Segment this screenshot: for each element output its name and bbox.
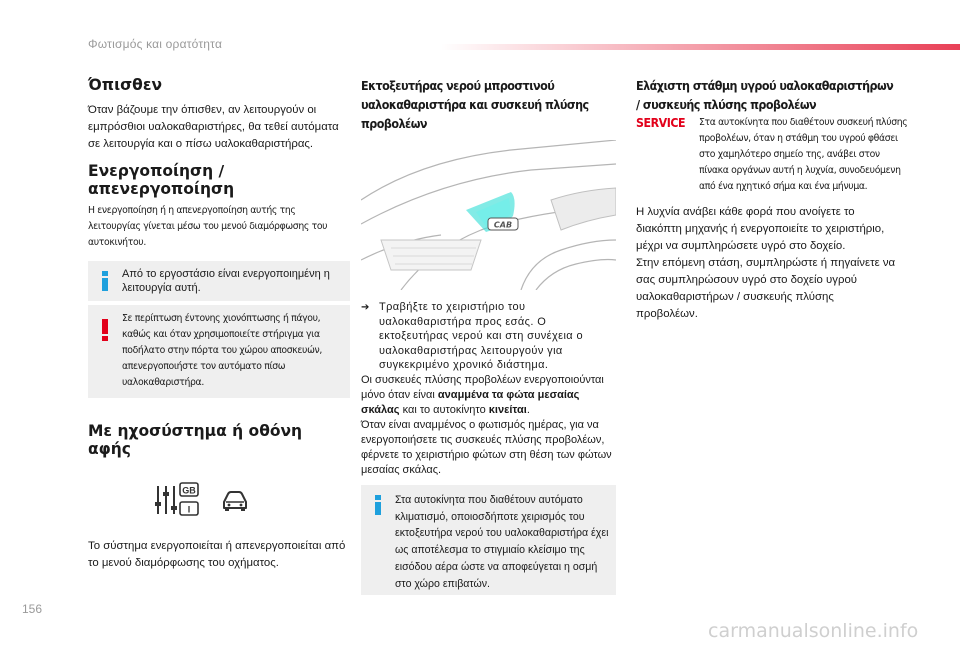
middle-heading: Εκτοξευτήρας νερού μπροστινού υαλοκαθαριστήρα και συσκευή πλύσης προβολέων (361, 78, 589, 131)
instruction-block (361, 300, 616, 478)
right-body (636, 204, 898, 323)
right-text-1: Η λυχνία ανάβει κάθε φορά που ανοίγετε το διακόπτη μηχανής ή ενεργοποιείτε το χειριστήριο, μέχρι να συμπληρώσετε υγρό στο δοχείο. (636, 206, 885, 252)
middle-column (361, 76, 616, 133)
info-box (88, 261, 350, 301)
icon-badge-top: GB (182, 485, 196, 496)
right-text-2: Στην επόμενη στάση, συμπληρώστε ή πηγαίνετε να σας συμπληρώσουν υγρό στο δοχείο υγρού υαλοκαθαριστήρων / συσκευής πλύσης προβολέων. (636, 257, 896, 320)
page-header (0, 0, 960, 60)
headlamp-text-2: και το αυτοκίνητο (402, 403, 486, 416)
audio-text: Το σύστημα ενεργοποιείται ή απενεργοποιείται από το μενού διαμόρφωσης του οχήματος. (88, 540, 346, 569)
right-column (636, 76, 904, 114)
headlamp-text-1: Οι συσκευές πλύσης προβολέων ενεργοποιούνται μόνο όταν είναι (361, 373, 604, 401)
headlamp-text-bold-2: κινείται (488, 403, 527, 416)
warning-icon (98, 319, 112, 341)
right-heading: Ελάχιστη στάθμη υγρού υαλοκαθαριστήρων / συσκευής πλύσης προβολέων (636, 78, 894, 112)
page-number: 156 (22, 602, 43, 616)
headlamp-text-bold-1: αναμμένα τα φώτα μεσαίας σκάλας (361, 388, 580, 416)
toggle-heading: Ενεργοποίηση / απενεργοποίηση (88, 162, 235, 198)
icon-badge-bottom: I (187, 504, 191, 515)
bullet-text: Τραβήξτε το χειριστήριο του υαλοκαθαριστήρα προς εσάς. Ο εκτοξευτήρας νερού και στη συνέχεια ο υαλοκαθαριστήρας λειτουργούν για συγκεκριμένο χρονικό διάστημα. (379, 301, 584, 371)
menu-icons (88, 482, 350, 542)
headlamp-text-3: . (526, 403, 530, 416)
aircon-info-box (361, 485, 616, 595)
watermark: carmanualsonline.info (708, 620, 919, 642)
service-warning-label: SERVICE (636, 116, 686, 130)
aircon-info-text: Στα αυτοκίνητα που διαθέτουν αυτόματο κλιματισμό, οποιοσδήποτε χειρισμός του εκτοξευτήρα νερού του υαλοκαθαριστήρα έχει ως αποτέλεσμα το στιγμιαίο κλείσιμο της εισόδου αέρα ώστε να αποφεύγεται η οσμή στο χώρο επιβατών. (395, 494, 609, 590)
rear-text: Όταν βάζουμε την όπισθεν, αν λειτουργούν οι εμπρόσθιοι υαλοκαθαριστήρες, θα τεθεί αυτόματα σε λειτουργία και ο πίσω υαλοκαθαριστήρας. (88, 104, 339, 150)
toggle-text: Η ενεργοποίηση ή η απενεργοποίηση αυτής της λειτουργίας γίνεται μέσω του μενού διαμόρφωσης του αυτοκινήτου. (88, 205, 328, 248)
service-text: Στα αυτοκίνητα που διαθέτουν συσκευή πλύσης προβολέων, όταν η στάθμη του υγρού φθάσει στο χαμηλότερο σημείο της, ανάβει στον πίνακα οργάνων αυτή η λυχνία, συνοδευόμενη από ένα ηχητικό σήμα και ένα μήνυμα. (699, 117, 908, 192)
photo-badge: CAB (493, 220, 513, 230)
headlamp-text (361, 373, 616, 418)
warning-box (88, 305, 350, 398)
daylight-text: Όταν είναι αναμμένος ο φωτισμός ημέρας, για να ενεργοποιήσετε τις συσκευές πλύσης προβολέων, φέρνετε το χειριστήριο φώτων στη θέση των φώτων μεσαίας σκάλας. (361, 418, 612, 476)
settings-sliders-icon (154, 482, 200, 518)
header-rule (440, 44, 960, 50)
arrow-icon: ➔ (361, 302, 370, 313)
info-text: Από το εργοστάσιο είναι ενεργοποιημένη η λειτουργία αυτή. (122, 268, 330, 294)
washer-nozzle-photo (361, 140, 616, 290)
info-icon (98, 271, 112, 291)
audio-heading: Με ηχοσύστημα ή οθόνη αφής (88, 422, 303, 458)
section-title: Φωτισμός και ορατότητα (88, 37, 223, 51)
warning-text: Σε περίπτωση έντονης χιονόπτωσης ή πάγου, καθώς και όταν χρησιμοποιείτε στήριγμα για ποδήλατο στην πόρτα του χώρου αποσκευών, απενεργοποιήστε τον αυτόματο πίσω υαλοκαθαριστήρα. (122, 313, 322, 388)
left-column (88, 76, 350, 572)
bullet-item (361, 300, 616, 373)
car-icon (220, 490, 250, 512)
info-icon-2 (371, 495, 385, 515)
rear-heading: Όπισθεν (88, 76, 163, 94)
